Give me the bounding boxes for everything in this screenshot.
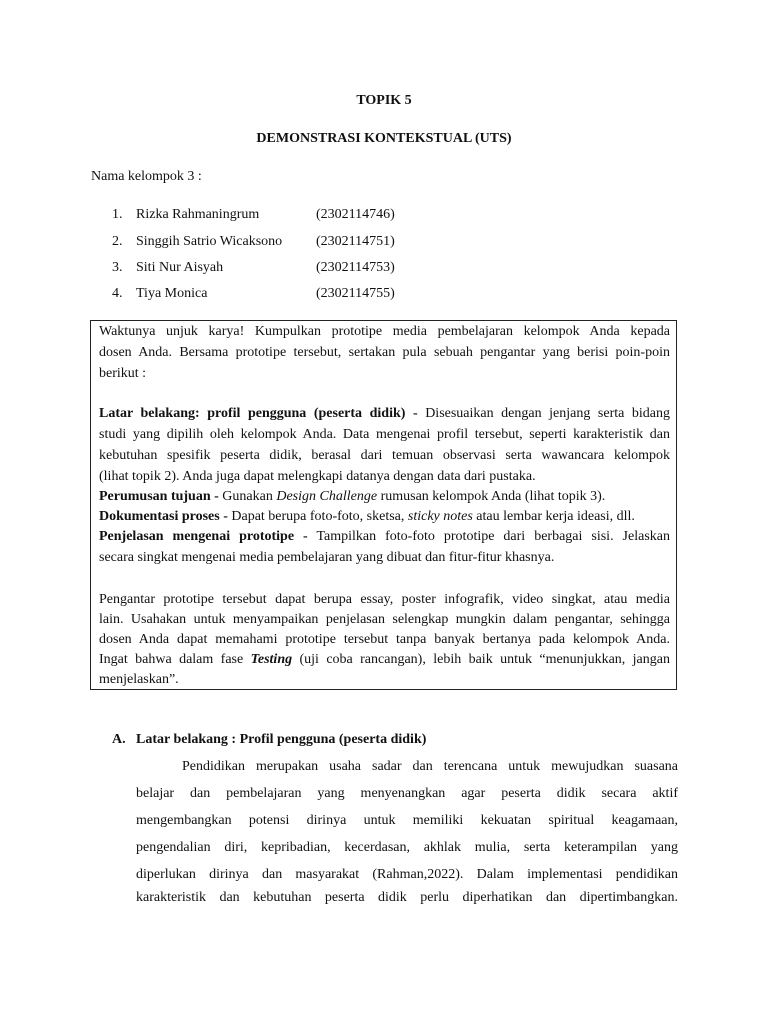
testing-term: Testing — [250, 652, 293, 667]
penjelasan-prototipe-line — [99, 529, 670, 545]
member-number: 2. — [112, 234, 123, 249]
latar-belakang-line — [99, 406, 670, 422]
topic-heading: TOPIK 5 — [356, 93, 412, 108]
dokumentasi-proses-text: Dapat berupa foto-foto, sketsa, — [227, 509, 408, 524]
member-name: Rizka Rahmaningrum — [136, 207, 260, 222]
member-nim: (2302114753) — [316, 260, 395, 275]
design-challenge-term: Design Challenge — [276, 489, 378, 504]
latar-belakang-line: studi yang dipilih oleh kelompok Anda. Data mengenai profil tersebut, seperti karakteristik dan — [99, 427, 670, 442]
dokumentasi-proses-text: atau lembar kerja ideasi, dll. — [472, 509, 635, 524]
member-number: 4. — [112, 286, 123, 301]
penjelasan-prototipe-text: Tampilkan foto-foto prototipe dari berbagai sisi. Jelaskan — [307, 529, 670, 544]
penjelasan-prototipe-label: Penjelasan mengenai prototipe - — [99, 529, 308, 544]
testing-text: (uji coba rancangan), lebih baik untuk “menunjukkan, jangan — [292, 652, 670, 667]
pengantar-line: lain. Usahakan untuk menyampaikan penjelasan selengkap mungkin dalam pengantar, sehingga — [99, 612, 670, 627]
pengantar-line: dosen Anda dapat memahami prototipe tersebut tanpa banyak bertanya pada kelompok Anda. — [99, 632, 670, 647]
dokumentasi-proses-line — [99, 509, 670, 525]
box-intro-line: berikut : — [99, 366, 147, 381]
dokumentasi-proses-label: Dokumentasi proses - — [99, 509, 228, 524]
paragraph-line: Pendidikan merupakan usaha sadar dan terencana untuk mewujudkan suasana — [182, 759, 678, 774]
penjelasan-prototipe-line: secara singkat mengenai media pembelajaran yang dibuat dan fitur-fitur khasnya. — [99, 550, 555, 565]
testing-line: menjelaskan”. — [99, 672, 179, 687]
latar-belakang-text: Disesuaikan dengan jenjang serta bidang — [417, 406, 671, 421]
group-label: Nama kelompok 3 : — [91, 169, 202, 184]
paragraph-line: pengendalian diri, kepribadian, kecerdasan, akhlak mulia, serta keterampilan yang — [136, 840, 678, 855]
perumusan-tujuan-text: Gunakan — [218, 489, 277, 504]
member-name: Siti Nur Aisyah — [136, 260, 224, 275]
page-title: DEMONSTRASI KONTEKSTUAL (UTS) — [256, 131, 512, 146]
latar-belakang-line: (lihat topik 2). Anda juga dapat melengkapi datanya dengan data dari pustaka. — [99, 469, 536, 484]
pengantar-line: Pengantar prototipe tersebut dapat berupa essay, poster infografik, video singkat, atau media — [99, 592, 670, 607]
box-intro-line: dosen Anda. Bersama prototipe tersebut, sertakan pula sebuah pengantar yang berisi poin-poin — [99, 345, 670, 360]
section-letter: A. — [112, 732, 126, 747]
member-nim: (2302114746) — [316, 207, 395, 222]
section-a-heading — [112, 732, 426, 748]
member-item — [112, 234, 395, 250]
perumusan-tujuan-line — [99, 489, 670, 505]
member-item — [112, 260, 395, 276]
latar-belakang-label: Latar belakang: profil pengguna (peserta didik) - — [99, 406, 418, 421]
member-nim: (2302114751) — [316, 234, 395, 249]
sticky-notes-term: sticky notes — [407, 509, 473, 524]
paragraph-line: karakteristik dan kebutuhan peserta didik perlu diperhatikan dan dipertimbangkan. — [136, 890, 678, 905]
paragraph-line: belajar dan pembelajaran yang menyenangkan agar peserta didik secara aktif — [136, 786, 678, 801]
task-instruction-box — [90, 320, 677, 690]
member-name: Singgih Satrio Wicaksono — [136, 234, 283, 249]
paragraph-line: mengembangkan potensi dirinya untuk memiliki kekuatan spiritual keagamaan, — [136, 813, 678, 828]
paragraph-line: diperlukan dirinya dan masyarakat (Rahman,2022). Dalam implementasi pendidikan — [136, 867, 678, 882]
member-number: 1. — [112, 207, 123, 222]
member-item — [112, 286, 395, 302]
member-nim: (2302114755) — [316, 286, 395, 301]
perumusan-tujuan-text: rumusan kelompok Anda (lihat topik 3). — [377, 489, 606, 504]
box-intro-line: Waktunya unjuk karya! Kumpulkan prototipe media pembelajaran kelompok Anda kepada — [99, 324, 670, 339]
section-title: Latar belakang : Profil pengguna (peserta didik) — [136, 732, 427, 747]
testing-line — [99, 652, 670, 668]
member-number: 3. — [112, 260, 123, 275]
member-name: Tiya Monica — [136, 286, 208, 301]
perumusan-tujuan-label: Perumusan tujuan - — [99, 489, 219, 504]
latar-belakang-line: kebutuhan spesifik peserta didik, berasal dari temuan observasi serta wawancara kelompok — [99, 448, 670, 463]
testing-text: Ingat bahwa dalam fase — [99, 652, 251, 667]
member-item — [112, 207, 395, 223]
